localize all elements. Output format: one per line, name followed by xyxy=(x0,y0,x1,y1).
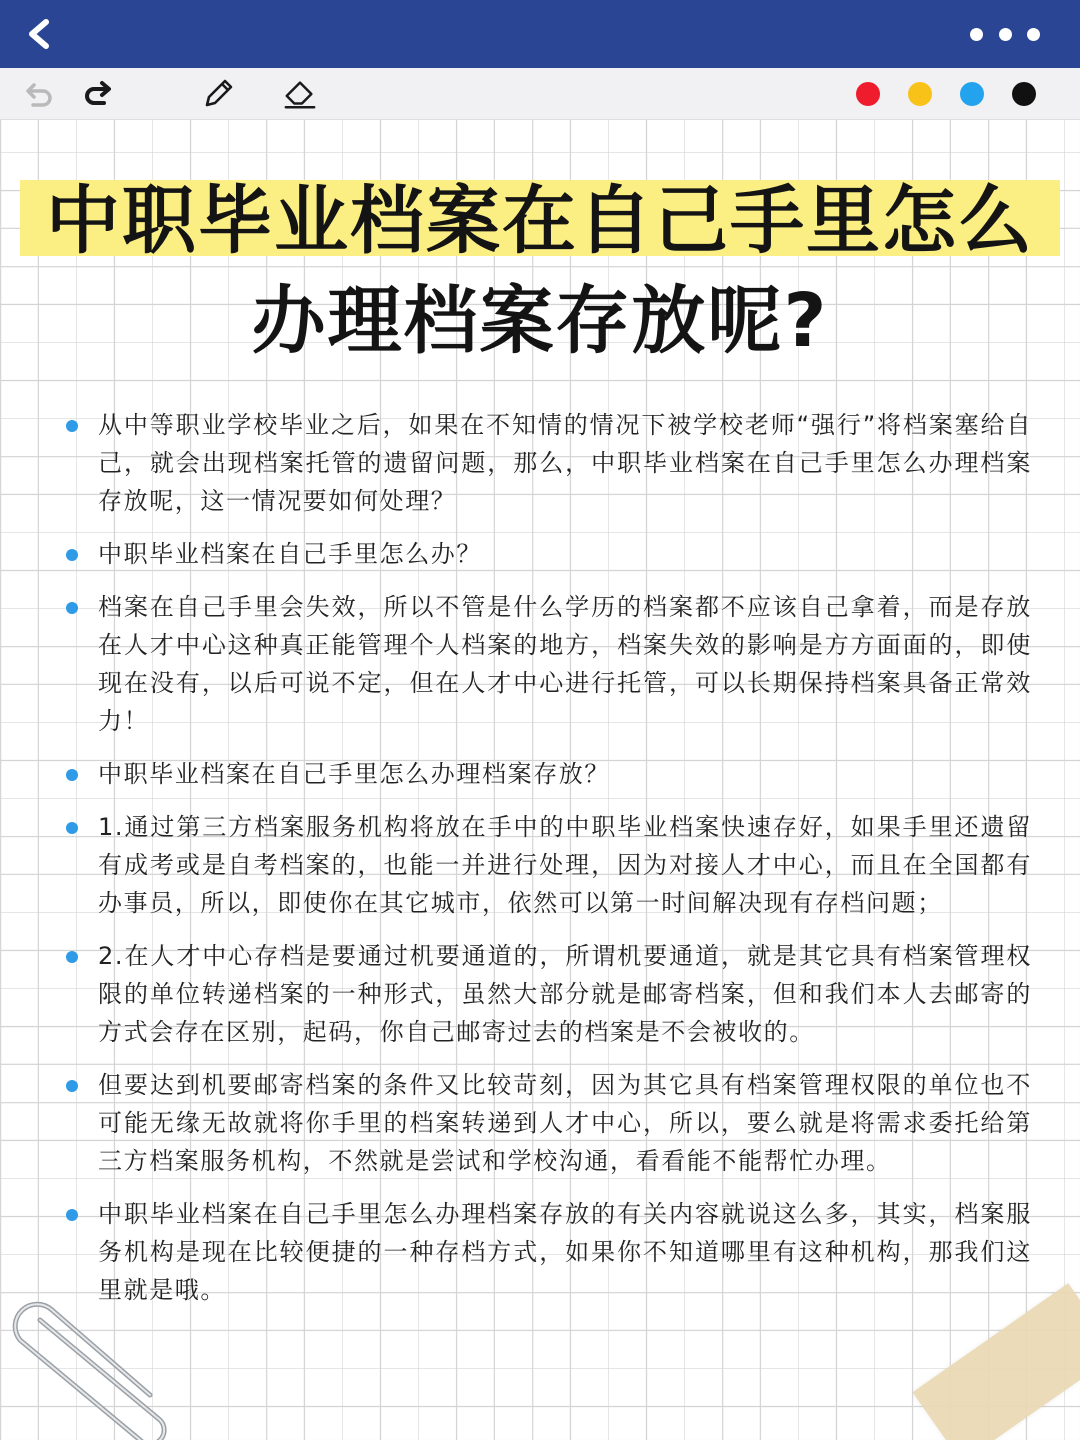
color-blue-swatch[interactable] xyxy=(960,82,984,106)
bullet-dot-icon xyxy=(66,951,78,963)
redo-button[interactable] xyxy=(80,76,116,112)
bullet-dot-icon xyxy=(66,602,78,614)
title-line-2-text: 办理档案存放呢? xyxy=(251,278,829,364)
pen-icon xyxy=(200,76,236,112)
title-line-1-text: 中职毕业档案在自己手里怎么 xyxy=(46,178,1034,264)
redo-icon xyxy=(82,80,114,108)
list-item xyxy=(62,535,1032,573)
paperclip-icon xyxy=(0,1300,180,1440)
list-item xyxy=(62,937,1032,1051)
paragraph-text: 中职毕业档案在自己手里怎么办？ xyxy=(98,540,482,568)
paragraph-text: 从中等职业学校毕业之后，如果在不知情的情况下被学校老师“强行”将档案塞给自己，就会出现档案托管的遗留问题，那么，中职毕业档案在自己手里怎么办理档案存放呢，这一情况要如何处理？ xyxy=(98,411,1032,515)
undo-button[interactable] xyxy=(22,76,58,112)
list-item xyxy=(62,406,1032,520)
color-red-swatch[interactable] xyxy=(856,82,880,106)
list-item xyxy=(62,755,1032,793)
more-dots-icon xyxy=(970,28,983,41)
top-nav-bar xyxy=(0,0,1080,68)
paragraph-text: 中职毕业档案在自己手里怎么办理档案存放的有关内容就说这么多，其实，档案服务机构是现在比较便捷的一种存档方式，如果你不知道哪里有这种机构，那我们这里就是哦。 xyxy=(98,1200,1032,1304)
title-line-1 xyxy=(20,172,1060,264)
color-yellow-swatch[interactable] xyxy=(908,82,932,106)
paragraph-text: 2.在人才中心存档是要通过机要通道的，所谓机要通道，就是其它具有档案管理权限的单位转递档案的一种形式，虽然大部分就是邮寄档案，但和我们本人去邮寄的方式会存在区别，起码，你自己邮寄过去的档案是不会被收的。 xyxy=(98,942,1032,1046)
drawing-toolbar xyxy=(0,68,1080,120)
pen-tool-button[interactable] xyxy=(200,76,236,112)
note-body xyxy=(62,406,1032,1324)
eraser-icon xyxy=(282,76,318,112)
more-dots-icon xyxy=(999,28,1012,41)
bullet-dot-icon xyxy=(66,769,78,781)
list-item xyxy=(62,1066,1032,1180)
undo-icon xyxy=(25,81,55,107)
more-dots-icon xyxy=(1027,28,1040,41)
bullet-dot-icon xyxy=(66,822,78,834)
color-black-swatch[interactable] xyxy=(1012,82,1036,106)
more-options-button[interactable] xyxy=(970,22,1040,46)
bullet-dot-icon xyxy=(66,549,78,561)
list-item xyxy=(62,588,1032,740)
chevron-left-icon xyxy=(24,19,52,49)
title-line-2 xyxy=(0,272,1080,364)
list-item xyxy=(62,1195,1032,1309)
paragraph-text: 1.通过第三方档案服务机构将放在手中的中职毕业档案快速存好，如果手里还遗留有成考或是自考档案的，也能一并进行处理，因为对接人才中心，而且在全国都有办事员，所以，即使你在其它城市，依然可以第一时间解决现有存档问题； xyxy=(98,813,1032,917)
bullet-dot-icon xyxy=(66,1209,78,1221)
paragraph-text: 但要达到机要邮寄档案的条件又比较苛刻，因为其它具有档案管理权限的单位也不可能无缘无故就将你手里的档案转递到人才中心，所以，要么就是将需求委托给第三方档案服务机构，不然就是尝试和学校沟通，看看能不能帮忙办理。 xyxy=(98,1071,1032,1175)
list-item xyxy=(62,808,1032,922)
back-button[interactable] xyxy=(18,14,58,54)
note-title xyxy=(0,172,1080,364)
bullet-dot-icon xyxy=(66,420,78,432)
eraser-tool-button[interactable] xyxy=(282,76,318,112)
paragraph-text: 中职毕业档案在自己手里怎么办理档案存放？ xyxy=(98,760,610,788)
paragraph-text: 档案在自己手里会失效，所以不管是什么学历的档案都不应该自己拿着，而是存放在人才中心这种真正能管理个人档案的地方，档案失效的影响是方方面面的，即使现在没有，以后可说不定，但在人才中心进行托管，可以长期保持档案具备正常效力！ xyxy=(98,593,1032,735)
bullet-dot-icon xyxy=(66,1080,78,1092)
